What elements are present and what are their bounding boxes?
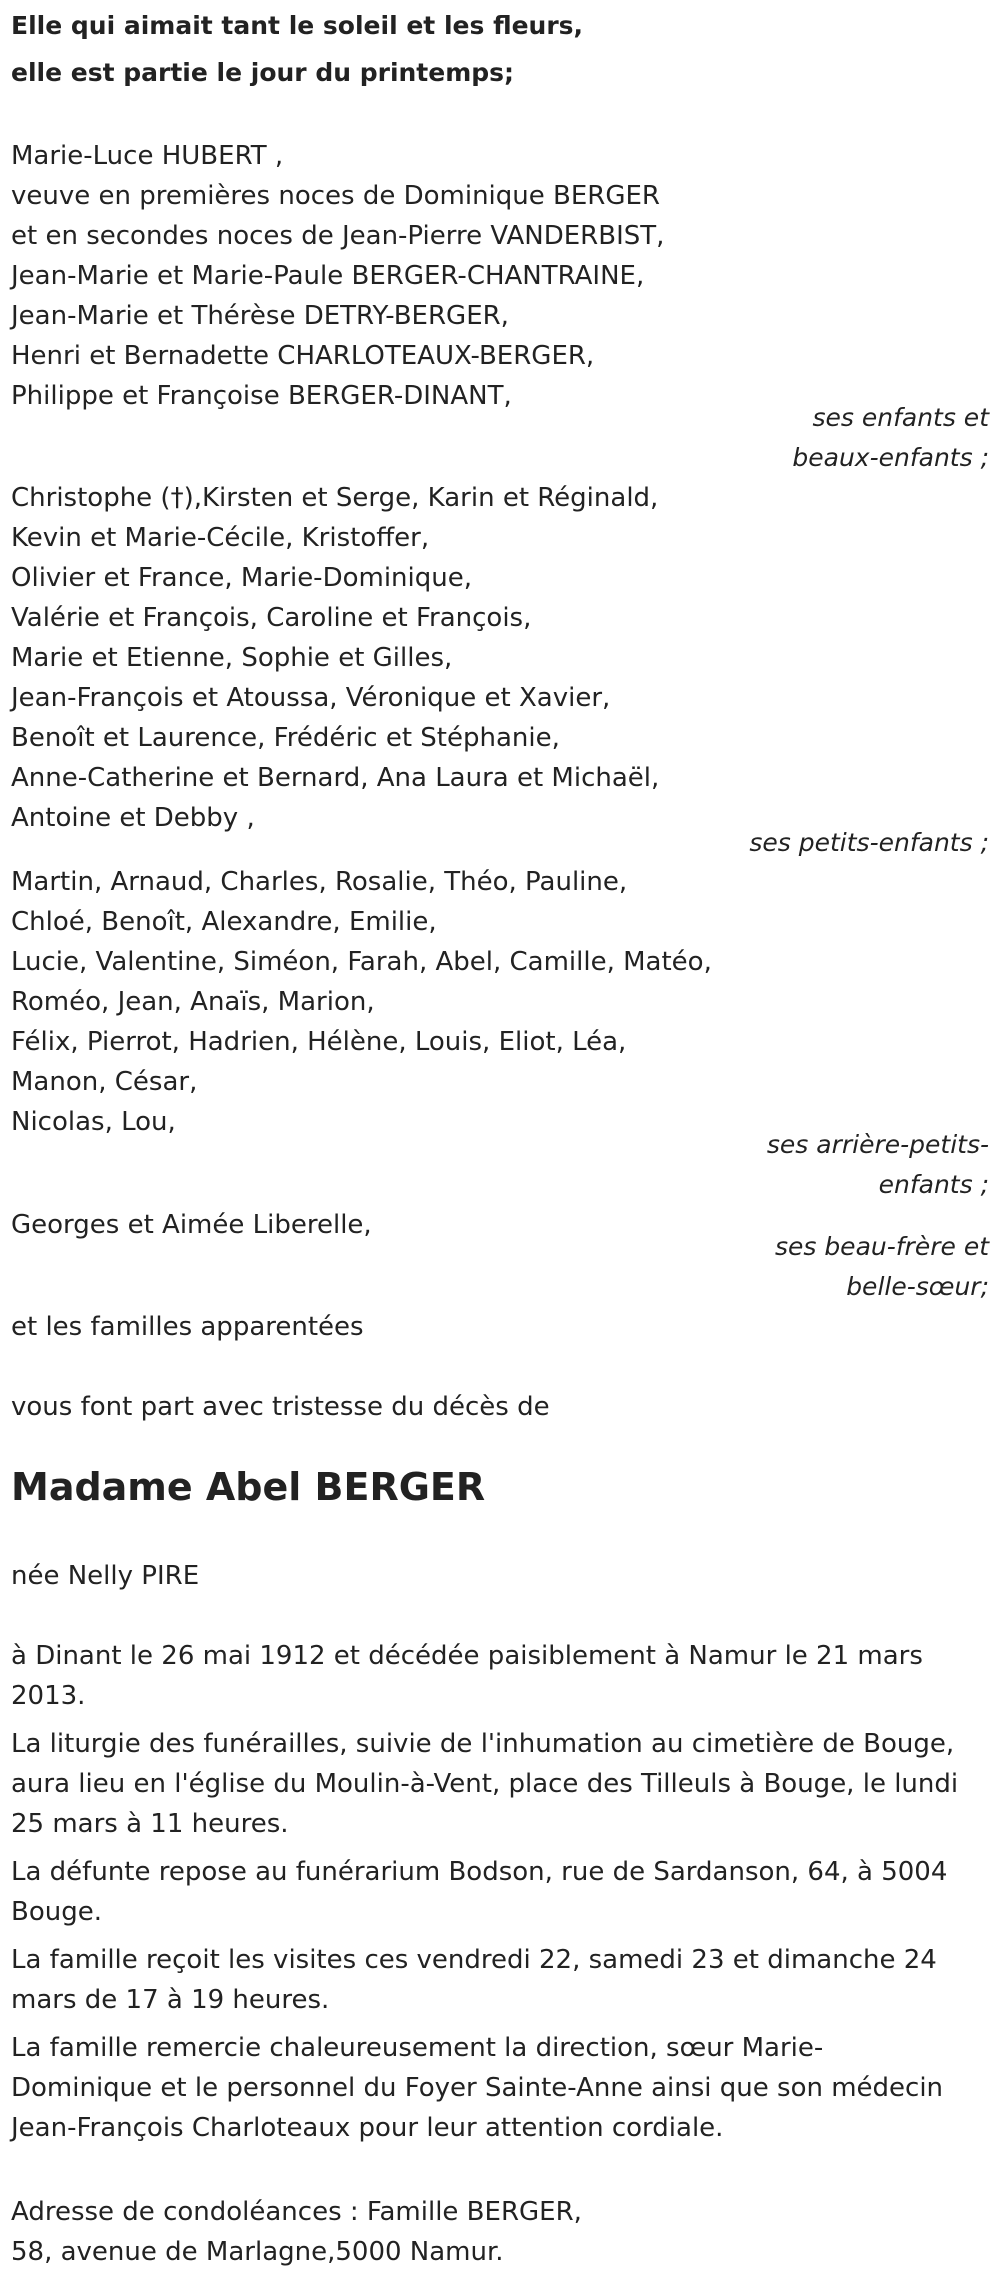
details-line: Jean-François Charloteaux pour leur attention cordiale. [11, 2113, 724, 2143]
grandchildren-line: Olivier et France, Marie-Dominique, [11, 563, 472, 593]
grandchildren-line: Antoine et Debby , [11, 803, 255, 833]
details-line: Bouge. [11, 1897, 102, 1927]
great-grandchildren-role-1: ses arrière-petits- [766, 1130, 989, 1159]
great-grandchildren-line: Roméo, Jean, Anaïs, Marion, [11, 987, 375, 1017]
children-line: veuve en premières noces de Dominique BERGER [11, 181, 660, 211]
grandchildren-line: Anne-Catherine et Bernard, Ana Laura et Michaël, [11, 763, 660, 793]
grandchildren-line: Jean-François et Atoussa, Véronique et Xavier, [11, 683, 611, 713]
intro-line-2: elle est partie le jour du printemps; [11, 58, 515, 87]
children-role-1: ses enfants et [812, 403, 989, 432]
in-laws-role-2: belle-sœur; [846, 1272, 989, 1301]
grandchildren-role: ses petits-enfants ; [749, 828, 989, 857]
families-line: et les familles apparentées [11, 1312, 364, 1342]
children-line: et en secondes noces de Jean-Pierre VANDERBIST, [11, 221, 665, 251]
great-grandchildren-line: Lucie, Valentine, Siméon, Farah, Abel, Camille, Matéo, [11, 947, 712, 977]
details-line: La famille remercie chaleureusement la direction, sœur Marie- [11, 2033, 824, 2063]
great-grandchildren-line: Chloé, Benoît, Alexandre, Emilie, [11, 907, 437, 937]
address-line: 58, avenue de Marlagne,5000 Namur. [11, 2237, 504, 2267]
children-line: Marie-Luce HUBERT , [11, 141, 284, 171]
great-grandchildren-line: Félix, Pierrot, Hadrien, Hélène, Louis, Eliot, Léa, [11, 1027, 627, 1057]
details-line: à Dinant le 26 mai 1912 et décédée paisiblement à Namur le 21 mars [11, 1641, 923, 1671]
announce-line: vous font part avec tristesse du décès de [11, 1392, 550, 1422]
children-line: Jean-Marie et Marie-Paule BERGER-CHANTRAINE, [11, 261, 645, 291]
deceased-name: Madame Abel BERGER [11, 1465, 486, 1509]
in-laws-line: Georges et Aimée Liberelle, [11, 1210, 372, 1240]
details-line: aura lieu en l'église du Moulin-à-Vent, place des Tilleuls à Bouge, le lundi [11, 1769, 959, 1799]
children-line: Philippe et Françoise BERGER-DINANT, [11, 381, 512, 411]
born-line: née Nelly PIRE [11, 1561, 200, 1591]
address-line: Adresse de condoléances : Famille BERGER, [11, 2197, 582, 2227]
details-line: 2013. [11, 1681, 86, 1711]
details-line: Dominique et le personnel du Foyer Sainte-Anne ainsi que son médecin [11, 2073, 944, 2103]
details-line: La défunte repose au funérarium Bodson, rue de Sardanson, 64, à 5004 [11, 1857, 948, 1887]
details-line: La liturgie des funérailles, suivie de l'inhumation au cimetière de Bouge, [11, 1729, 955, 1759]
great-grandchildren-line: Martin, Arnaud, Charles, Rosalie, Théo, Pauline, [11, 867, 628, 897]
details-line: 25 mars à 11 heures. [11, 1809, 289, 1839]
great-grandchildren-line: Manon, César, [11, 1067, 198, 1097]
grandchildren-line: Benoît et Laurence, Frédéric et Stéphanie, [11, 723, 560, 753]
details-line: mars de 17 à 19 heures. [11, 1985, 330, 2015]
grandchildren-line: Marie et Etienne, Sophie et Gilles, [11, 643, 453, 673]
grandchildren-line: Kevin et Marie-Cécile, Kristoffer, [11, 523, 430, 553]
intro-line-1: Elle qui aimait tant le soleil et les fleurs, [11, 11, 584, 40]
grandchildren-line: Christophe (†),Kirsten et Serge, Karin et Réginald, [11, 483, 659, 513]
great-grandchildren-role-2: enfants ; [878, 1170, 989, 1199]
grandchildren-line: Valérie et François, Caroline et François, [11, 603, 532, 633]
children-line: Henri et Bernadette CHARLOTEAUX-BERGER, [11, 341, 595, 371]
children-line: Jean-Marie et Thérèse DETRY-BERGER, [11, 301, 509, 331]
details-line: La famille reçoit les visites ces vendredi 22, samedi 23 et dimanche 24 [11, 1945, 937, 1975]
in-laws-role-1: ses beau-frère et [774, 1232, 989, 1261]
children-role-2: beaux-enfants ; [792, 443, 989, 472]
great-grandchildren-line: Nicolas, Lou, [11, 1107, 176, 1137]
